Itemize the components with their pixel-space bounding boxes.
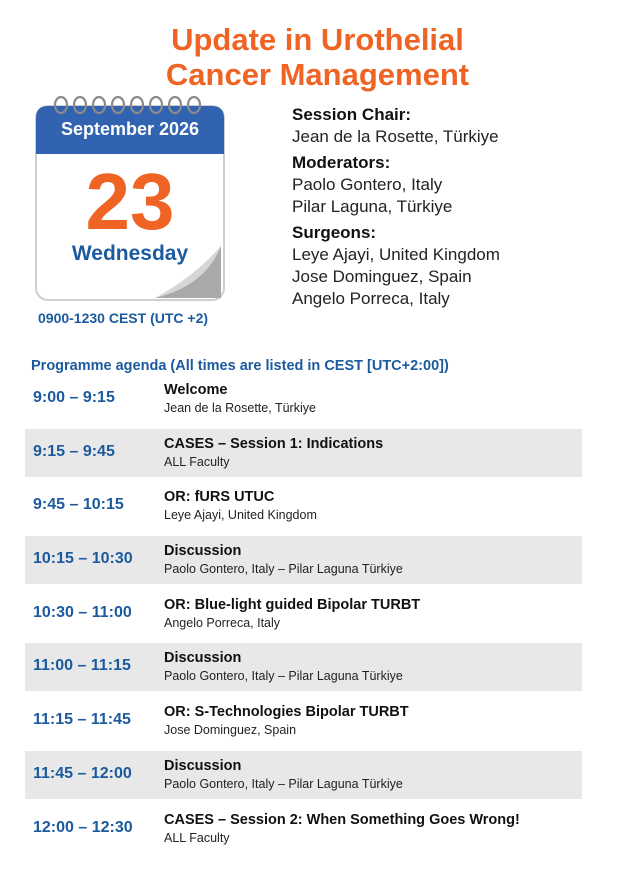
calendar-icon xyxy=(35,96,225,302)
agenda-time: 9:00 – 9:15 xyxy=(33,389,115,406)
agenda-speaker: Paolo Gontero, Italy – Pilar Laguna Türkiye xyxy=(164,562,403,577)
agenda-title: CASES – Session 1: Indications xyxy=(164,435,384,452)
title-line-2: Cancer Management xyxy=(165,57,470,92)
surgeon-name: Angelo Porreca, Italy xyxy=(292,289,450,308)
agenda-time: 9:45 – 10:15 xyxy=(33,496,124,514)
agenda-table xyxy=(25,375,582,858)
agenda-speaker: Angelo Porreca, Italy xyxy=(164,615,281,630)
moderators-label: Moderators: xyxy=(292,153,391,172)
session-time-range: 0900-1230 CEST (UTC +2) xyxy=(38,310,209,326)
agenda-time: 10:15 – 10:30 xyxy=(33,550,133,568)
agenda-title: OR: Blue-light guided Bipolar TURBT xyxy=(164,596,421,613)
agenda-speaker: Paolo Gontero, Italy – Pilar Laguna Türkiye xyxy=(164,669,403,684)
surgeons-label: Surgeons: xyxy=(292,223,377,242)
agenda-title: Discussion xyxy=(164,650,242,667)
agenda-speaker: ALL Faculty xyxy=(164,830,230,845)
agenda-title: Welcome xyxy=(164,382,228,398)
agenda-time: 11:15 – 11:45 xyxy=(33,711,131,729)
agenda-row xyxy=(25,643,582,691)
agenda-speaker: Paolo Gontero, Italy – Pilar Laguna Türkiye xyxy=(164,776,403,791)
chair-name: Jean de la Rosette, Türkiye xyxy=(292,127,499,146)
chair-label: Session Chair: xyxy=(292,105,412,124)
calendar-weekday: Wednesday xyxy=(71,242,189,265)
calendar-month: September 2026 xyxy=(60,119,200,139)
agenda-time: 9:15 – 9:45 xyxy=(33,442,115,460)
agenda-row xyxy=(25,751,582,799)
moderator-name: Paolo Gontero, Italy xyxy=(292,175,443,194)
agenda-row xyxy=(25,375,582,423)
agenda-title: OR: fURS UTUC xyxy=(164,489,275,506)
agenda-title: Discussion xyxy=(164,543,242,560)
agenda-heading: Programme agenda (All times are listed in CEST [UTC+2:00]) xyxy=(31,358,449,374)
agenda-time: 11:45 – 12:00 xyxy=(33,764,132,782)
agenda-time: 12:00 – 12:30 xyxy=(33,818,133,836)
agenda-row xyxy=(25,482,582,530)
moderator-name: Pilar Laguna, Türkiye xyxy=(292,197,453,216)
agenda-row xyxy=(25,805,582,853)
agenda-time: 11:00 – 11:15 xyxy=(33,657,131,675)
calendar-day: 23 xyxy=(85,157,175,246)
agenda-row xyxy=(25,590,582,638)
agenda-speaker: Jose Dominguez, Spain xyxy=(164,723,297,738)
agenda-time: 10:30 – 11:00 xyxy=(33,603,132,621)
agenda-title: CASES – Session 2: When Something Goes Wrong! xyxy=(164,811,520,828)
agenda-row xyxy=(25,429,582,477)
agenda-title: OR: S-Technologies Bipolar TURBT xyxy=(164,704,409,721)
page-title xyxy=(0,22,635,92)
surgeon-name: Leye Ajayi, United Kingdom xyxy=(292,245,500,264)
title-line-1: Update in Urothelial xyxy=(171,22,464,57)
agenda-speaker: Jean de la Rosette, Türkiye xyxy=(164,401,316,415)
agenda-speaker: Leye Ajayi, United Kingdom xyxy=(164,508,317,523)
faculty-list xyxy=(292,104,622,310)
surgeon-name: Jose Dominguez, Spain xyxy=(292,267,472,286)
agenda-title: Discussion xyxy=(164,757,242,774)
agenda-row xyxy=(25,697,582,745)
agenda-row xyxy=(25,536,582,584)
agenda-speaker: ALL Faculty xyxy=(164,454,230,469)
